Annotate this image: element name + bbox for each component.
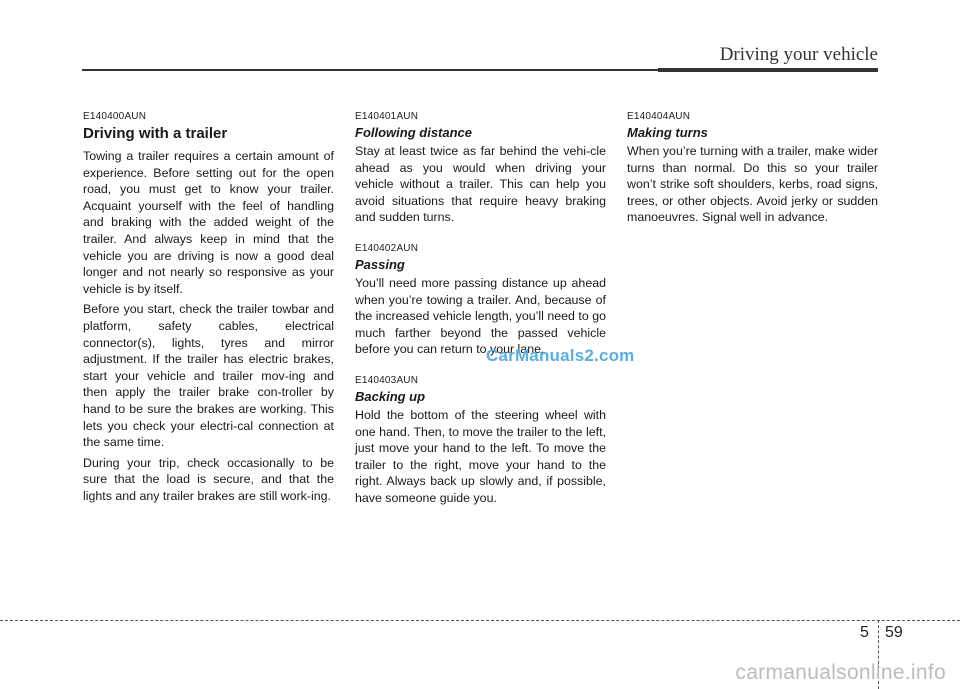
section-code: E140400AUN [83, 111, 147, 122]
section-code: E140403AUN [355, 374, 419, 386]
section-heading: Driving with a trailer [83, 125, 228, 142]
section-title: Driving your vehicle [719, 44, 878, 65]
section-subheading: Making turns [627, 125, 708, 140]
watermark-carmanuals2: CarManuals2.com [486, 346, 635, 365]
section-passing [355, 243, 606, 358]
paragraph: Before you start, check the trailer towbar and platform, safety cables, electrical connector(s), lights, tyres and mirror adjustment. If the trailer has electric brakes, start your vehicle and trailer mov-ing and then apply the trailer brake con-troller by hand to be sure the brakes are working. This lets you check your electri-cal connection at the same time. [83, 302, 334, 450]
header-rule [82, 69, 658, 71]
section-backing-up [355, 375, 606, 507]
paragraph: Stay at least twice as far behind the vehi-cle ahead as you would when driving your vehicle without a trailer. This can help you avoid situations that require heavy braking and sudden turns. [355, 144, 606, 225]
page-number: 59 [885, 624, 903, 641]
column-driving-with-trailer [83, 111, 334, 508]
section-subheading: Following distance [355, 125, 473, 140]
paragraph: Hold the bottom of the steering wheel with one hand. Then, to move the trailer to the left, just move your hand to the left. To move the trailer to the right, move your hand to the right. Always back up slowly and, if possible, have someone guide you. [355, 407, 606, 505]
paragraph: During your trip, check occasionally to be sure that the load is secure, and that the lights and any trailer brakes are still work-ing. [83, 455, 334, 503]
section-following-distance [355, 111, 606, 226]
chapter-number: 5 [860, 624, 869, 641]
column-towing-tips [355, 111, 606, 524]
header-rule-accent [658, 68, 878, 72]
section-code: E140401AUN [355, 111, 419, 122]
paragraph: Towing a trailer requires a certain amount of experience. Before setting out for the open road, you must get to know your trailer. Acquaint yourself with the feel of handling and braking with the added weight of the trailer. And always keep in mind that the vehicle you are driving is now a good deal longer and not nearly so responsive as your vehicle is by itself. [83, 149, 334, 296]
section-subheading: Backing up [355, 388, 426, 404]
column-making-turns [627, 111, 878, 230]
section-subheading: Passing [355, 256, 405, 272]
section-code: E140404AUN [627, 111, 691, 122]
section-code: E140402AUN [355, 242, 419, 254]
paragraph: You’ll need more passing distance up ahead when you’re towing a trailer. And, because of the increased vehicle length, you’ll need to go much farther beyond the passed vehicle before you can return to your lane. [355, 275, 606, 357]
paragraph: When you’re turning with a trailer, make wider turns than normal. Do this so your trailer won’t strike soft shoulders, kerbs, road signs, trees, or other objects. Avoid jerky or sudden manoeuvres. Signal well in advance. [627, 144, 878, 225]
site-watermark: carmanualsonline.info [735, 661, 946, 684]
footer-divider [0, 620, 960, 621]
